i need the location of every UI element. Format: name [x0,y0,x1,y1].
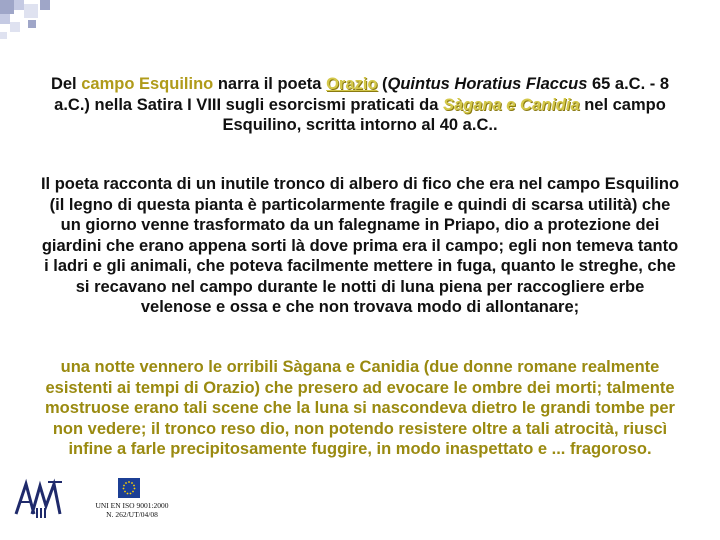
highlight-sagana-canidia: Sàgana e Canidia [442,95,580,114]
eu-flag-icon [118,478,140,498]
story-paragraph: Il poeta racconta di un inutile tronco di albero di fico che era nel campo Esquilino (il legno di questa pianta è particolarmente fragile e quindi di scarsa utilità) che un giorno venne trasformato da un falegname in Priapo, dio a protezione dei giardini che erano appena sorti là dove prima era il campo; egli non temeva tanto i ladri e gli animali, che poteva facilmente mettere in fuga, quanto le streghe, che si recavano nel campo durante le notti di luna piena per raccogliere erbe velenose e ossa e che non trovava modo di allontanare; [40,175,680,316]
highlight-campo-esquilino: campo Esquilino [81,75,214,93]
text-segment: nel campo Esquilino, scritta intorno al 40 a.C.. [222,95,666,134]
intro-paragraph [40,74,680,136]
text-segment: ( [377,75,388,93]
decor-square [14,0,24,10]
iso-number: N. 262/UT/04/08 [106,510,158,519]
decor-square [0,0,14,14]
link-orazio[interactable]: Orazio [326,75,378,93]
text-segment: narra il poeta [213,75,327,93]
aim-logo [14,478,66,520]
text-segment: 65 a.C. - 8 a.C.) nella Satira I VIII sugli esorcismi praticati da [54,75,670,114]
text-segment: Del [50,75,82,93]
decor-square [40,0,50,10]
decor-square [24,4,38,18]
iso-certification [92,501,172,519]
decor-square [10,22,20,32]
decor-square [0,14,10,24]
latin-name: Quintus Horatius Flaccus [387,75,588,93]
decor-square [0,32,7,39]
iso-standard: UNI EN ISO 9001:2000 [95,501,169,510]
eu-stars-icon [118,478,140,498]
climax-paragraph: una notte vennero le orribili Sàgana e Canidia (due donne romane realmente esistenti ai tempi di Orazio) che presero ad evocare le ombre dei morti; talmente mostruose erano tali scene che la luna si nascondeva dietro le grandi tombe per non vedere; il tronco reso dio, non potendo resistere oltre a tali atrocità, riuscì infine a farle precipitosamente fuggire, in modo inaspettato e ... fragoroso. [45,358,675,458]
decor-square [28,20,36,28]
